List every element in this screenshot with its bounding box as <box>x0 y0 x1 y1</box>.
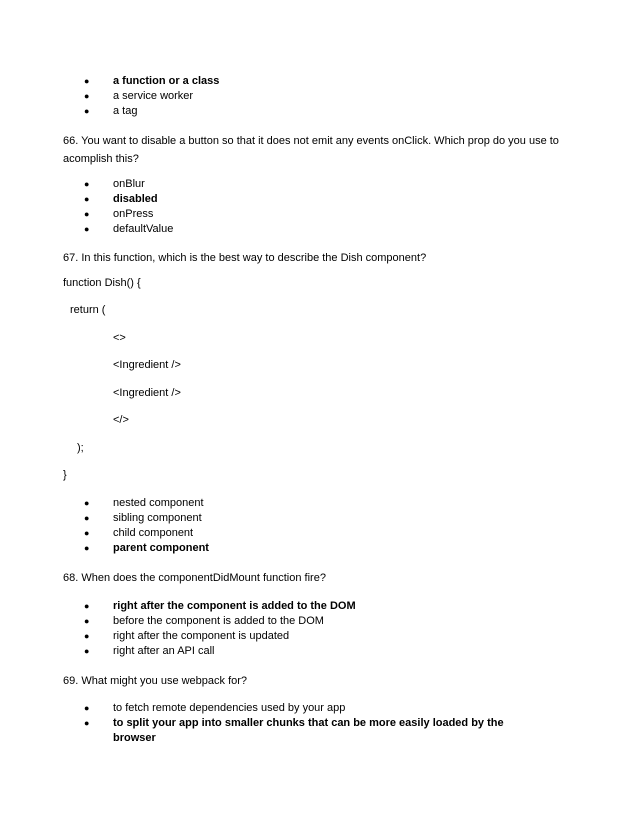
bullet-icon: ● <box>84 513 90 523</box>
q69-option: ● to fetch remote dependencies used by your app <box>84 702 346 714</box>
q65-option: ● a tag <box>84 105 138 117</box>
bullet-icon: ● <box>84 179 90 189</box>
bullet-icon: ● <box>84 646 90 656</box>
q67-option: ● nested component <box>84 497 204 509</box>
code-line: ); <box>77 442 84 454</box>
code-line: <> <box>113 332 126 344</box>
q67-option: ● child component <box>84 527 194 539</box>
q67-options <box>84 496 209 556</box>
q65-option: ● a service worker <box>84 90 194 102</box>
bullet-icon: ● <box>84 209 90 219</box>
q68-option: ● right after the component is added to the DOM <box>84 600 356 612</box>
q69-option-continuation: browser <box>113 732 156 744</box>
bullet-icon: ● <box>84 194 90 204</box>
bullet-icon: ● <box>84 224 90 234</box>
q68-option: ● right after an API call <box>84 645 215 657</box>
q69-option: ● to split your app into smaller chunks that can be more easily loaded by the <box>84 717 504 729</box>
bullet-icon: ● <box>84 543 90 553</box>
q65-options <box>84 74 219 119</box>
q66-option: ● onPress <box>84 208 154 220</box>
bullet-icon: ● <box>84 703 90 713</box>
bullet-icon: ● <box>84 76 90 86</box>
q65-option: ● a function or a class <box>84 75 220 87</box>
bullet-icon: ● <box>84 106 90 116</box>
bullet-icon: ● <box>84 91 90 101</box>
code-line: <Ingredient /> <box>113 359 181 371</box>
q67-option: ● sibling component <box>84 512 202 524</box>
bullet-icon: ● <box>84 616 90 626</box>
q69-options <box>84 701 504 746</box>
q66-question: 66. You want to disable a button so that it does not emit any events onClick. Which prop do you use to acomplish this? <box>63 135 559 165</box>
q66-option: ● disabled <box>84 193 158 205</box>
q66-option: ● defaultValue <box>84 223 174 235</box>
q68-option: ● right after the component is updated <box>84 630 290 642</box>
bullet-icon: ● <box>84 601 90 611</box>
q66-options <box>84 177 173 237</box>
q67-option: ● parent component <box>84 542 209 554</box>
code-line: } <box>63 469 67 481</box>
q68-option: ● before the component is added to the DOM <box>84 615 324 627</box>
bullet-icon: ● <box>84 528 90 538</box>
code-line: <Ingredient /> <box>113 387 181 399</box>
bullet-icon: ● <box>84 631 90 641</box>
code-line: function Dish() { <box>63 277 141 289</box>
q68-question: 68. When does the componentDidMount function fire? <box>63 572 326 584</box>
bullet-icon: ● <box>84 498 90 508</box>
q68-options <box>84 599 356 659</box>
q69-question: 69. What might you use webpack for? <box>63 675 248 687</box>
code-line: </> <box>113 414 129 426</box>
bullet-icon: ● <box>84 718 90 728</box>
q67-question: 67. In this function, which is the best way to describe the Dish component? <box>63 252 427 264</box>
code-line: return ( <box>70 304 106 316</box>
q66-option: ● onBlur <box>84 178 145 190</box>
